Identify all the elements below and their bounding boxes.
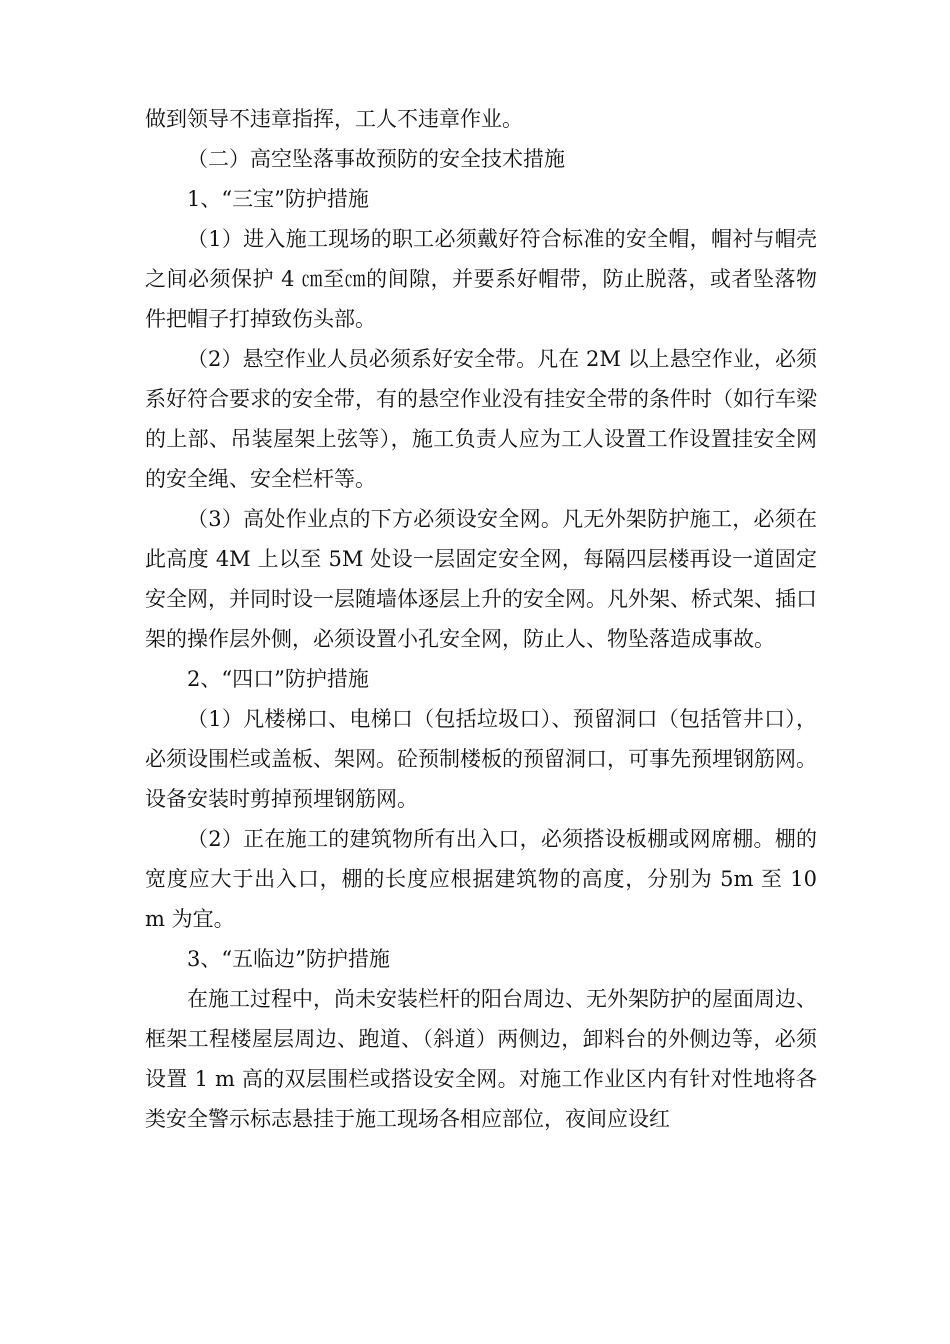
paragraph-safety-helmet: （1）进入施工现场的职工必须戴好符合标准的安全帽，帽衬与帽壳之间必须保护 4 ㎝至㎝的间隙，并要系好帽带，防止脱落，或者坠落物件把帽子打掉致伤头部。: [145, 227, 817, 331]
subheading-three-treasures: 1、“三宝”防护措施: [187, 187, 369, 211]
paragraph-safety-net: （3）高处作业点的下方必须设安全网。凡无外架防护施工，必须在此高度 4M 上以至 5M 处设一层固定安全网，每隔四层楼再设一道固定安全网，并同时设一层随墙体逐层上升的安全网。凡外架、桥式架、插口架的操作层外侧，必须设置小孔安全网，防止人、物坠落造成事故。: [145, 507, 817, 651]
subheading-five-edges: 3、“五临边”防护措施: [187, 947, 390, 971]
paragraph-openings-cover: （1）凡楼梯口、电梯口（包括垃圾口）、预留洞口（包括管井口），必须设围栏或盖板、架网。砼预制楼板的预留洞口，可事先预埋钢筋网。设备安装时剪掉预埋钢筋网。: [145, 707, 817, 811]
section-heading-fall-prevention: （二）高空坠落事故预防的安全技术措施: [187, 147, 565, 171]
paragraph-safety-belt: （2）悬空作业人员必须系好安全带。凡在 2M 以上悬空作业，必须系好符合要求的安全带，有的悬空作业没有挂安全带的条件时（如行车梁的上部、吊装屋架上弦等），施工负责人应为工人设置工作设置挂安全网的安全绳、安全栏杆等。: [145, 347, 817, 491]
paragraph-edge-protection: 在施工过程中，尚未安装栏杆的阳台周边、无外架防护的屋面周边、框架工程楼屋层周边、跑道、（斜道）两侧边，卸料台的外侧边等，必须设置 1 m 高的双层围栏或搭设安全网。对施工作业区内有针对性地将各类安全警示标志悬挂于施工现场各相应部位，夜间应设红: [145, 987, 817, 1131]
subheading-four-openings: 2、“四口”防护措施: [187, 667, 369, 691]
paragraph-entrance-shed: （2）正在施工的建筑物所有出入口，必须搭设板棚或网席棚。棚的宽度应大于出入口，棚的长度应根据建筑物的高度，分别为 5m 至 10 m 为宜。: [145, 827, 817, 931]
paragraph-continuation: 做到领导不违章指挥，工人不违章作业。: [145, 107, 523, 131]
document-body: [145, 99, 817, 1139]
